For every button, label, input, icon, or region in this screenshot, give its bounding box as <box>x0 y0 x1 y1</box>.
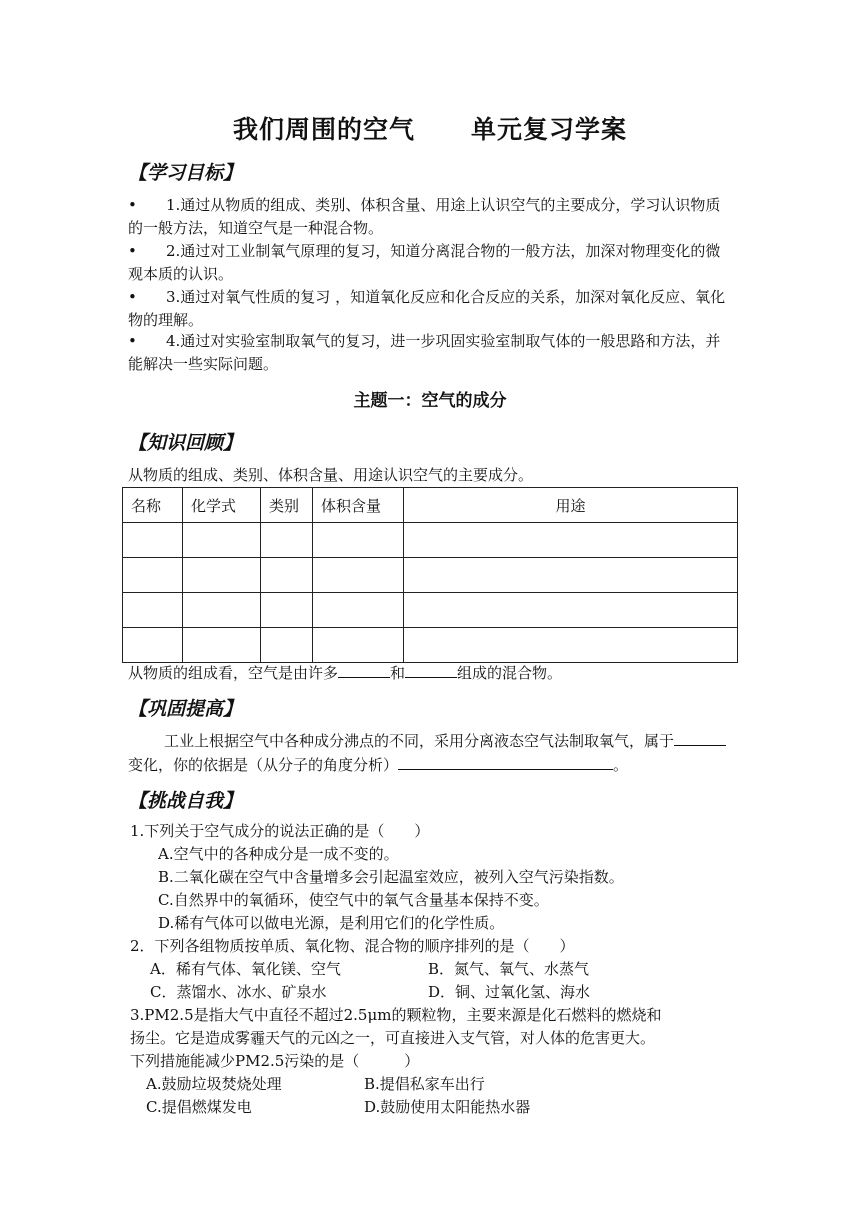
table-cell[interactable] <box>313 523 404 558</box>
page-title <box>0 110 860 146</box>
question-3-option-a[interactable]: A.鼓励垃圾焚烧处理 <box>146 1075 282 1093</box>
header-category: 类别 <box>261 488 313 523</box>
table-cell[interactable] <box>183 593 261 628</box>
header-volume: 体积含量 <box>313 488 404 523</box>
goal-item-4: • 4.通过对实验室制取氧气的复习，进一步巩固实验室制取气体的一般思路和方法，并能解决一些实际问题。 <box>128 332 721 373</box>
table-cell[interactable] <box>123 523 183 558</box>
table-cell[interactable] <box>123 593 183 628</box>
table-header-row <box>123 488 738 523</box>
question-2-option-c[interactable]: C．蒸馏水、冰水、矿泉水 <box>150 983 327 1001</box>
goal-item-2: • 2.通过对工业制氧气原理的复习，知道分离混合物的一般方法，加深对物理变化的微观本质的认识。 <box>128 242 721 283</box>
table-cell[interactable] <box>404 523 738 558</box>
question-2-option-b[interactable]: B．氮气、氧气、水蒸气 <box>428 960 590 978</box>
goal-item-1: • 1.通过从物质的组成、类别、体积含量、用途上认识空气的主要成分，学习认识物质的一般方法，知道空气是一种混合物。 <box>128 196 721 237</box>
table-row <box>123 523 738 558</box>
fill-blank[interactable] <box>398 753 613 770</box>
goal-item-3: • 3.通过对氧气性质的复习 ，知道氧化反应和化合反应的关系，加深对氧化反应、氧化物的理解。 <box>128 288 726 329</box>
question-3-option-b[interactable]: B.提倡私家车出行 <box>364 1075 485 1093</box>
table-row <box>123 628 738 663</box>
table-cell[interactable] <box>313 558 404 593</box>
section-goals-heading: 【学习目标】 <box>128 162 243 184</box>
table-cell[interactable] <box>404 628 738 663</box>
table-cell[interactable] <box>261 558 313 593</box>
question-1-option-b[interactable]: B.二氧化碳在空气中含量增多会引起温室效应，被列入空气污染指数。 <box>158 868 624 886</box>
bullet: • <box>128 242 137 260</box>
question-1-stem: 1.下列关于空气成分的说法正确的是（ ） <box>130 822 430 840</box>
bullet: • <box>128 332 137 350</box>
question-3-stem-line-1: 3.PM2.5是指大气中直径不超过2.5μm的颗粒物，主要来源是化石燃料的燃烧和 <box>130 1006 662 1024</box>
fill-blank[interactable] <box>338 661 390 678</box>
question-1-option-a[interactable]: A.空气中的各种成分是一成不变的。 <box>158 845 399 863</box>
table-row <box>123 593 738 628</box>
fill-blank[interactable] <box>405 661 457 678</box>
table-cell[interactable] <box>404 558 738 593</box>
table-cell[interactable] <box>261 593 313 628</box>
table-cell[interactable] <box>313 593 404 628</box>
question-2-stem: 2．下列各组物质按单质、氧化物、混合物的顺序排列的是（ ） <box>130 937 575 955</box>
table-cell[interactable] <box>261 628 313 663</box>
table-cell[interactable] <box>183 628 261 663</box>
question-2-option-a[interactable]: A．稀有气体、氧化镁、空气 <box>150 960 341 978</box>
header-name: 名称 <box>123 488 183 523</box>
table-cell[interactable] <box>123 558 183 593</box>
title-main: 我们周围的空气 <box>232 115 415 144</box>
consolidate-paragraph: 工业上根据空气中各种成分沸点的不同，采用分离液态空气法制取氧气，属于变化，你的依据是（从分子的角度分析） 。 <box>128 729 732 777</box>
bullet: • <box>128 196 137 214</box>
topic-heading: 主题一：空气的成分 <box>353 391 507 411</box>
table-row <box>123 558 738 593</box>
question-3-option-d[interactable]: D.鼓励使用太阳能热水器 <box>364 1098 531 1116</box>
question-1-option-d[interactable]: D.稀有气体可以做电光源，是利用它们的化学性质。 <box>158 914 505 932</box>
header-formula: 化学式 <box>183 488 261 523</box>
table-cell[interactable] <box>123 628 183 663</box>
question-3-option-c[interactable]: C.提倡燃煤发电 <box>146 1098 252 1116</box>
table-cell[interactable] <box>313 628 404 663</box>
review-fill-sentence: 从物质的组成看，空气是由许多 和 组成的混合物。 <box>128 661 562 685</box>
question-1-option-c[interactable]: C.自然界中的氧循环，使空气中的氧气含量基本保持不变。 <box>158 891 549 909</box>
table-cell[interactable] <box>261 523 313 558</box>
table-cell[interactable] <box>183 523 261 558</box>
section-consolidate-heading: 【巩固提高】 <box>128 698 243 720</box>
question-2-option-d[interactable]: D．铜、过氧化氢、海水 <box>428 983 591 1001</box>
question-3-stem-line-3: 下列措施能减少PM2.5污染的是（ ） <box>130 1052 420 1070</box>
title-sub: 单元复习学案 <box>471 115 628 144</box>
bullet: • <box>128 288 137 306</box>
table-cell[interactable] <box>404 593 738 628</box>
section-challenge-heading: 【挑战自我】 <box>128 790 243 812</box>
review-intro: 从物质的组成、类别、体积含量、用途认识空气的主要成分。 <box>128 466 534 484</box>
table-cell[interactable] <box>183 558 261 593</box>
air-composition-table <box>122 487 738 663</box>
fill-blank[interactable] <box>674 729 726 746</box>
header-use: 用途 <box>404 488 738 523</box>
question-3-stem-line-2: 扬尘。它是造成雾霾天气的元凶之一，可直接进入支气管，对人体的危害更大。 <box>130 1029 656 1047</box>
section-review-heading: 【知识回顾】 <box>128 432 243 454</box>
